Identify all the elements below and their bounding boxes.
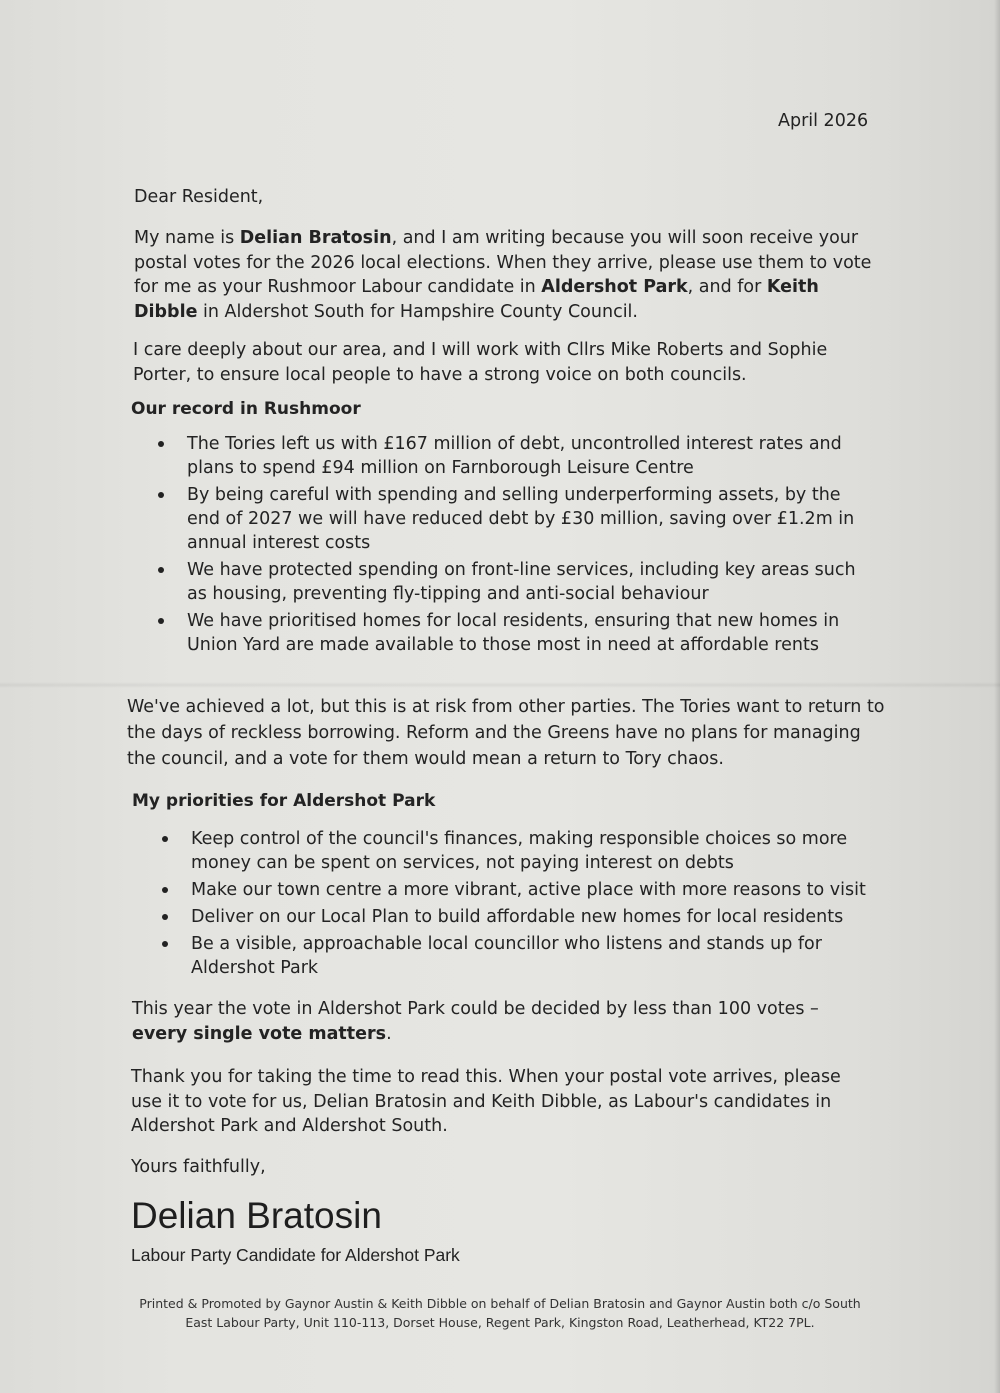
vote-emphasis: every single vote matters [132, 1023, 387, 1044]
vote-paragraph [132, 997, 872, 1046]
priorities-heading: My priorities for Aldershot Park [132, 791, 436, 811]
priorities-list [159, 827, 879, 983]
letter-date: April 2026 [778, 111, 869, 131]
ward-name: Aldershot Park [541, 277, 688, 297]
letter-greeting: Dear Resident, [134, 187, 264, 207]
list-item: By being careful with spending and selling underperforming assets, by the end of 2027 we will have reduced debt by £30 million, saving over £1.2m in annual interest costs [155, 483, 875, 555]
list-item: The Tories left us with £167 million of debt, uncontrolled interest rates and plans to spend £94 million on Farnborough Leisure Centre [155, 432, 875, 480]
paper-fold [0, 682, 1000, 688]
care-paragraph: I care deeply about our area, and I will work with Cllrs Mike Roberts and Sophie Porter, to ensure local people to have a strong voice on both councils. [133, 340, 828, 385]
imprint-text: Printed & Promoted by Gaynor Austin & Keith Dibble on behalf of Delian Bratosin and Gaynor Austin both c/o South East Labour Party, Unit 110-113, Dorset House, Regent Park, Kingston Road, Leatherhead, KT22 7PL. [139, 1296, 861, 1330]
intro-text-1: My name is [134, 228, 240, 248]
candidate-name: Delian Bratosin [239, 228, 392, 248]
signature-name: Delian Bratosin [131, 1195, 382, 1236]
paper-edge-shadow [994, 0, 1000, 1393]
vote-text-1: This year the vote in Aldershot Park could be decided by less than 100 votes – [132, 999, 819, 1019]
list-item: Be a visible, approachable local councillor who listens and stands up for Aldershot Park [159, 932, 879, 980]
record-list [155, 432, 875, 660]
intro-text-3: , and for [687, 277, 767, 297]
second-candidate-name: Keith Dibble [134, 277, 819, 322]
record-heading: Our record in Rushmoor [131, 399, 361, 419]
vote-text-2: . [386, 1023, 392, 1044]
list-item: We have prioritised homes for local residents, ensuring that new homes in Union Yard are made available to those most in need at affordable rents [155, 609, 875, 657]
intro-paragraph [134, 226, 874, 324]
risk-paragraph: We've achieved a lot, but this is at risk from other parties. The Tories want to return to the days of reckless borrowing. Reform and the Greens have no plans for managing the council, and a vote for them would mean a return to Tory chaos. [127, 697, 885, 769]
list-item: Deliver on our Local Plan to build affordable new homes for local residents [159, 905, 879, 929]
thanks-paragraph: Thank you for taking the time to read this. When your postal vote arrives, please use it to vote for us, Delian Bratosin and Keith Dibble, as Labour's candidates in Aldershot Park and Aldershot South. [131, 1067, 841, 1136]
list-item: We have protected spending on front-line services, including key areas such as housing, preventing fly-tipping and anti-social behaviour [155, 558, 875, 606]
list-item: Make our town centre a more vibrant, active place with more reasons to visit [159, 878, 879, 902]
list-item: Keep control of the council's finances, making responsible choices so more money can be spent on services, not paying interest on debts [159, 827, 879, 875]
intro-text-4: in Aldershot South for Hampshire County Council. [197, 301, 638, 322]
candidate-role: Labour Party Candidate for Aldershot Park [131, 1245, 460, 1265]
intro-text-2: , and I am writing because you will soon receive your postal votes for the 2026 local elections. When they arrive, please use them to vote for me as your Rushmoor Labour candidate in [134, 228, 872, 297]
letter-closing: Yours faithfully, [131, 1157, 266, 1177]
